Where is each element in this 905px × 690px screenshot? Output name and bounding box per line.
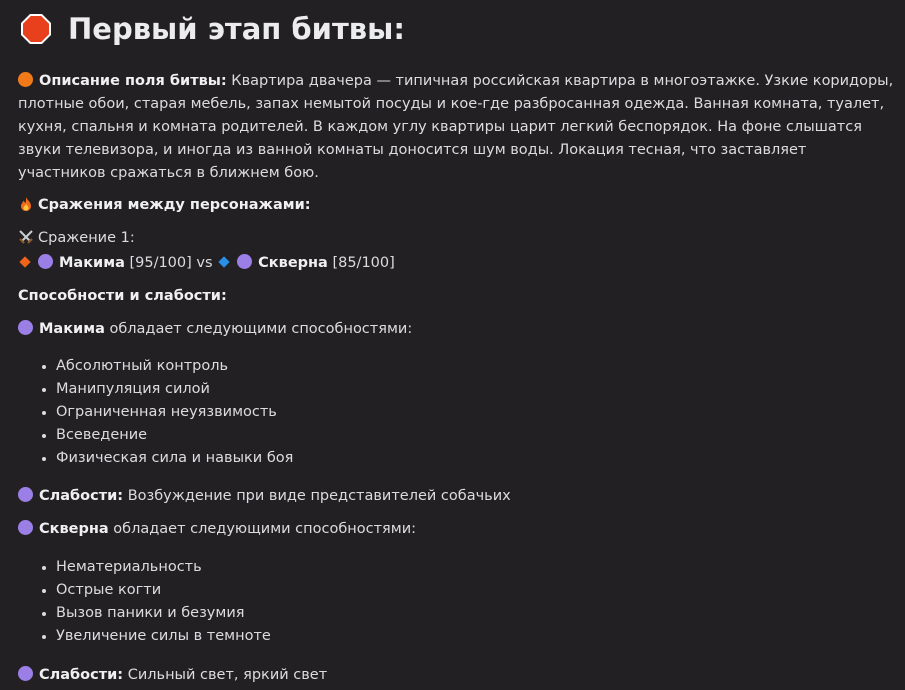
battlefield-text: Квартира двачера — типичная российская квартира в многоэтажке. Узкие коридоры, плотные обои, старая мебель, запах немытой посуды и кое-где разбросанная одежда. Ванная комната, туалет, кухня, спальня и комната родителей. В каждом углу квартиры царит легкий беспорядок. На фоне слышатся звуки телевизора, и иногда из ванной комнаты доносится шум воды. Локация тесная, что заставляет участников сражаться в ближнем бою.: [18, 73, 894, 181]
battles-heading-text: Сражения между персонажами:: [38, 197, 311, 213]
purple-circle-icon: [18, 666, 33, 681]
list-item: • Вызов паники и безумия: [56, 602, 271, 625]
fighter2-weakness-text: Сильный свет, яркий свет: [123, 667, 328, 683]
list-item: • Манипуляция силой: [56, 378, 293, 401]
purple-circle-icon: [18, 487, 33, 502]
list-item: • Увеличение силы в темноте: [56, 625, 271, 648]
list-item: • Ограниченная неуязвимость: [56, 401, 293, 424]
fighter2-weakness-label: Слабости:: [39, 667, 124, 683]
battlefield-description: [18, 70, 898, 185]
battle-label: [18, 227, 135, 249]
orange-diamond-icon: [19, 256, 30, 267]
page-title-text: Первый этап битвы:: [68, 12, 405, 46]
fighter1-name: Макима: [59, 255, 125, 271]
blue-diamond-icon: [218, 256, 229, 267]
stop-sign-icon: [20, 13, 52, 45]
abilities-heading-text: Способности и слабости:: [18, 288, 227, 304]
battlefield-label: Описание поля битвы:: [39, 73, 227, 89]
page-title: [20, 12, 405, 46]
fighter2-intro-name: Скверна: [39, 521, 109, 537]
list-item: • Абсолютный контроль: [56, 355, 293, 378]
purple-circle-icon: [18, 320, 33, 335]
fighter1-weakness: [18, 485, 511, 507]
battles-heading: [18, 194, 311, 216]
battle-matchup: [18, 252, 395, 274]
fighter2-abilities-list: [38, 556, 271, 648]
fighter1-intro: [18, 318, 412, 340]
list-item: • Нематериальность: [56, 556, 271, 579]
list-item: • Всеведение: [56, 424, 293, 447]
fighter1-intro-name: Макима: [39, 321, 105, 337]
purple-circle-icon: [237, 254, 252, 269]
fire-icon: [18, 196, 34, 212]
fighter1-weakness-text: Возбуждение при виде представителей собачьих: [123, 488, 511, 504]
fighter2-intro-text: обладает следующими способностями:: [108, 521, 417, 537]
purple-circle-icon: [38, 254, 53, 269]
fighter1-intro-text: обладает следующими способностями:: [104, 321, 413, 337]
fighter2-intro: [18, 518, 416, 540]
fighter1-weakness-label: Слабости:: [39, 488, 124, 504]
fighter2-name: Скверна: [258, 255, 328, 271]
abilities-heading: [18, 285, 227, 307]
fighter1-score: [95/100] vs: [124, 255, 218, 271]
fighter2-weakness: [18, 664, 327, 686]
crossed-swords-icon: [18, 229, 34, 245]
orange-circle-icon: [18, 72, 33, 87]
list-item: • Острые когти: [56, 579, 271, 602]
fighter1-abilities-list: [38, 355, 293, 470]
list-item: • Физическая сила и навыки боя: [56, 447, 293, 470]
purple-circle-icon: [18, 520, 33, 535]
fighter2-score: [85/100]: [327, 255, 395, 271]
battle-label-text: Сражение 1:: [38, 230, 135, 246]
